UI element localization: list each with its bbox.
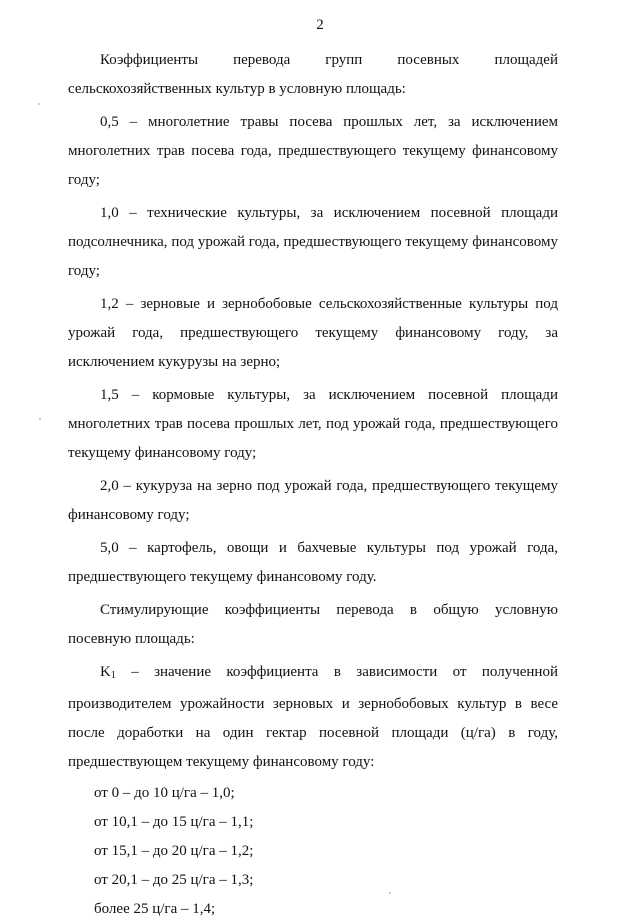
scan-speck — [39, 418, 41, 420]
list-item: от 10,1 – до 15 ц/га – 1,1; — [94, 814, 254, 830]
paragraph-coef-2-0: 2,0 – кукуруза на зерно под урожай года, предшествующего текущему финансовому году; — [68, 478, 558, 523]
k1-symbol: K — [100, 664, 111, 680]
list-item: от 20,1 – до 25 ц/га – 1,3; — [94, 872, 254, 888]
paragraph-coef-0-5: 0,5 – многолетние травы посева прошлых лет, за исключением многолетних трав посева года, предшествующего текущему финансовому году; — [68, 114, 558, 188]
page-number: 2 — [316, 17, 324, 33]
k1-description: – значение коэффициента в зависимости от полученной производителем урожайности зерновых и зернобобовых культур в весе после доработки на один гектар посевной площади (ц/га) в году, предшествующем текущему финансовому году: — [68, 664, 558, 770]
list-item: более 25 ц/га – 1,4; — [94, 901, 216, 917]
body-text — [68, 46, 558, 924]
scan-speck — [38, 103, 40, 105]
paragraph-coef-1-0: 1,0 – технические культуры, за исключением посевной площади подсолнечника, под урожай года, предшествующего текущему финансовому году; — [68, 205, 558, 279]
paragraph-coefficients-intro: Коэффициенты перевода групп посевных площадей сельскохозяйственных культур в условную площадь: — [68, 52, 558, 97]
yield-coefficient-list — [68, 779, 558, 924]
scan-speck — [389, 892, 391, 894]
paragraph-stimulating-intro: Стимулирующие коэффициенты перевода в общую условную посевную площадь: — [68, 602, 558, 647]
k1-subscript: 1 — [110, 670, 116, 681]
paragraph-coef-5-0: 5,0 – картофель, овощи и бахчевые культуры под урожай года, предшествующего текущему финансовому году. — [68, 540, 558, 585]
paragraph-coef-1-5: 1,5 – кормовые культуры, за исключением посевной площади многолетних трав посева прошлых лет, под урожай года, предшествующего текущему финансовому году; — [68, 387, 558, 461]
paragraph-k1-definition — [68, 658, 558, 777]
list-item: от 0 – до 10 ц/га – 1,0; — [94, 785, 235, 801]
paragraph-coef-1-2: 1,2 – зерновые и зернобобовые сельскохозяйственные культуры под урожай года, предшествующего текущему финансовому году, за исключением кукурузы на зерно; — [68, 296, 558, 370]
list-item: от 15,1 – до 20 ц/га – 1,2; — [94, 843, 254, 859]
